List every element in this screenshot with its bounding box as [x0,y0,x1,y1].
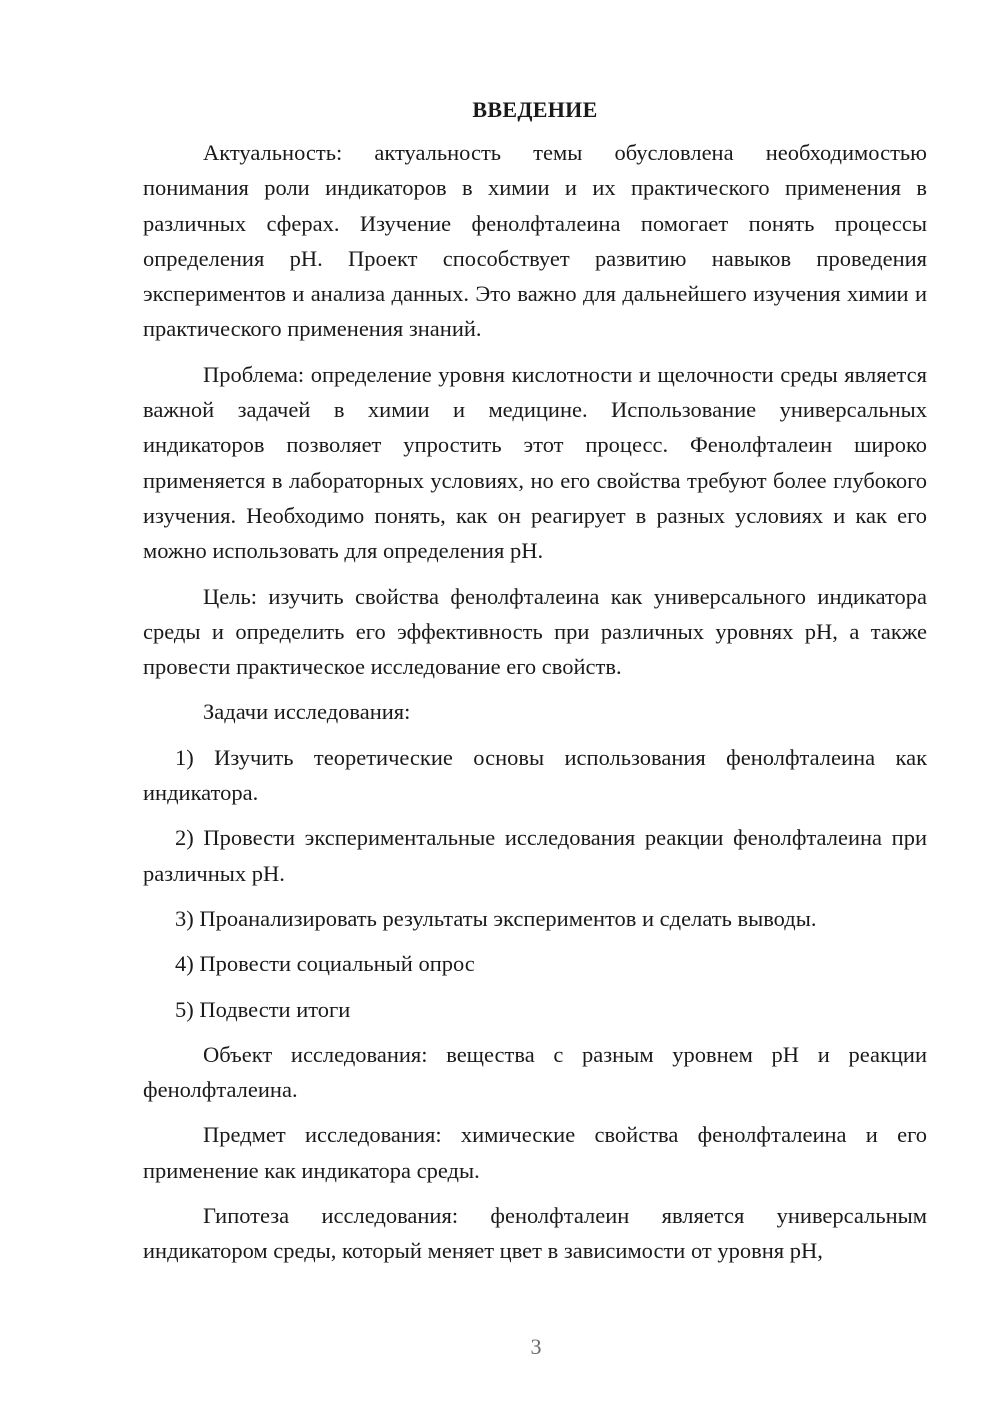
task-item-5: 5) Подвести итоги [175,996,351,1022]
page-number: 3 [530,1334,542,1359]
tasks-heading: Задачи исследования: [203,699,411,725]
problem-paragraph: Проблема: определение уровня кислотности и щелочности среды является важной задачей в химии и медицине. Использование универсальных индикаторов позволяет упростить этот процесс. Фенолфталеин широко применяется в лабораторных условиях, но его свойства требуют более глубокого изучения. Необходимо понять, как он реагирует в разных условиях и как его можно использовать для определения pH. [143,361,927,564]
document-page [143,92,927,1279]
object-paragraph: Объект исследования: вещества с разным уровнем pH и реакции фенолфталеина. [143,1041,927,1103]
hypothesis-paragraph: Гипотеза исследования: фенолфталеин является универсальным индикатором среды, который меняет цвет в зависимости от уровня pH, [143,1203,927,1264]
relevance-paragraph: Актуальность: актуальность темы обусловлена необходимостью понимания роли индикаторов в химии и их практического применения в различных сферах. Изучение фенолфталеина помогает понять процессы определения pH. Проект способствует развитию навыков проведения экспериментов и анализа данных. Это важно для дальнейшего изучения химии и практического применения знаний. [143,140,927,342]
task-item-1: 1) Изучить теоретические основы использования фенолфталеина как индикатора. [143,744,927,806]
document-title: ВВЕДЕНИЕ [472,97,598,122]
task-item-3: 3) Проанализировать результаты экспериментов и сделать выводы. [175,905,817,931]
task-item-4: 4) Провести социальный опрос [175,951,475,977]
task-item-2: 2) Провести экспериментальные исследования реакции фенолфталеина при различных pH. [143,825,927,886]
goal-paragraph: Цель: изучить свойства фенолфталеина как универсального индикатора среды и определить его эффективность при различных уровнях pH, а также провести практическое исследование его свойств. [143,583,927,680]
subject-paragraph: Предмет исследования: химические свойства фенолфталеина и его применение как индикатора среды. [143,1122,927,1183]
